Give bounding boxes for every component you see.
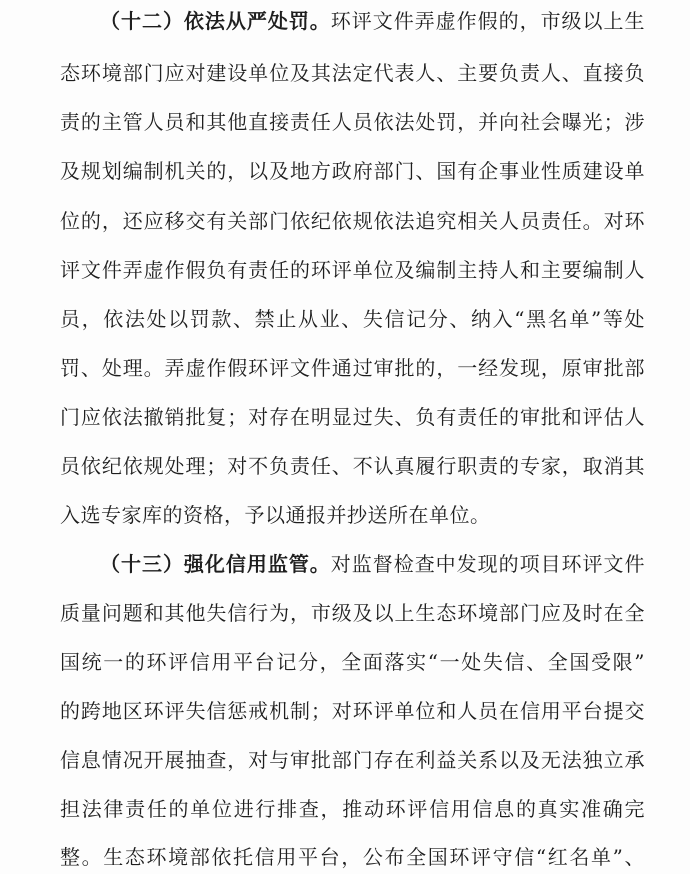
paragraph-12-line-11: 入选专家库的资格，予以通报并抄送所在单位。 xyxy=(60,503,491,527)
paragraph-13-text: 对监督检查中发现的项目环评文件 xyxy=(330,552,645,576)
paragraph-12-line-9: 门应依法撤销批复；对存在明显过失、负有责任的审批和评估人 xyxy=(60,405,645,429)
paragraph-12-line-10: 员依纪依规处理；对不负责任、不认真履行职责的专家，取消其 xyxy=(60,454,645,478)
paragraph-12-line-4: 及规划编制机关的，以及地方政府部门、国有企事业性质建设单 xyxy=(60,159,645,183)
paragraph-12-text: 环评文件弄虚作假的，市级以上生 xyxy=(330,9,645,33)
paragraph-13-heading: （十三）强化信用监管。 xyxy=(100,552,331,576)
paragraph-12-line-7: 员，依法处以罚款、禁止从业、失信记分、纳入“黑名单”等处 xyxy=(60,307,645,331)
paragraph-12-line-5: 位的，还应移交有关部门依纪依规依法追究相关人员责任。对环 xyxy=(60,209,645,233)
paragraph-12-line-8: 罚、处理。弄虚作假环评文件通过审批的，一经发现，原审批部 xyxy=(60,356,645,380)
paragraph-12-line-6: 评文件弄虚作假负有责任的环评单位及编制主持人和主要编制人 xyxy=(60,258,645,282)
paragraph-13-line-5: 信息情况开展抽查，对与审批部门存在利益关系以及无法独立承 xyxy=(60,748,645,772)
paragraph-13-line-4: 的跨地区环评失信惩戒机制；对环评单位和人员在信用平台提交 xyxy=(60,699,645,723)
paragraph-13-line-7: 整。生态环境部依托信用平台，公布全国环评守信“红名单”、 xyxy=(60,845,645,869)
paragraph-12-heading: （十二）依法从严处罚。 xyxy=(100,9,331,33)
paragraph-13-line-3: 国统一的环评信用平台记分，全面落实“一处失信、全国受限” xyxy=(60,650,645,674)
paragraph-12-line-3: 责的主管人员和其他直接责任人员依法处罚，并向社会曝光；涉 xyxy=(60,110,645,134)
paragraph-12-line-1 xyxy=(100,6,645,36)
paragraph-13-line-6: 担法律责任的单位进行排查，推动环评信用信息的真实准确完 xyxy=(60,797,645,821)
paragraph-13-line-1 xyxy=(100,549,645,579)
paragraph-13-line-2: 质量问题和其他失信行为，市级及以上生态环境部门应及时在全 xyxy=(60,601,645,625)
paragraph-12-line-2: 态环境部门应对建设单位及其法定代表人、主要负责人、直接负 xyxy=(60,61,645,85)
